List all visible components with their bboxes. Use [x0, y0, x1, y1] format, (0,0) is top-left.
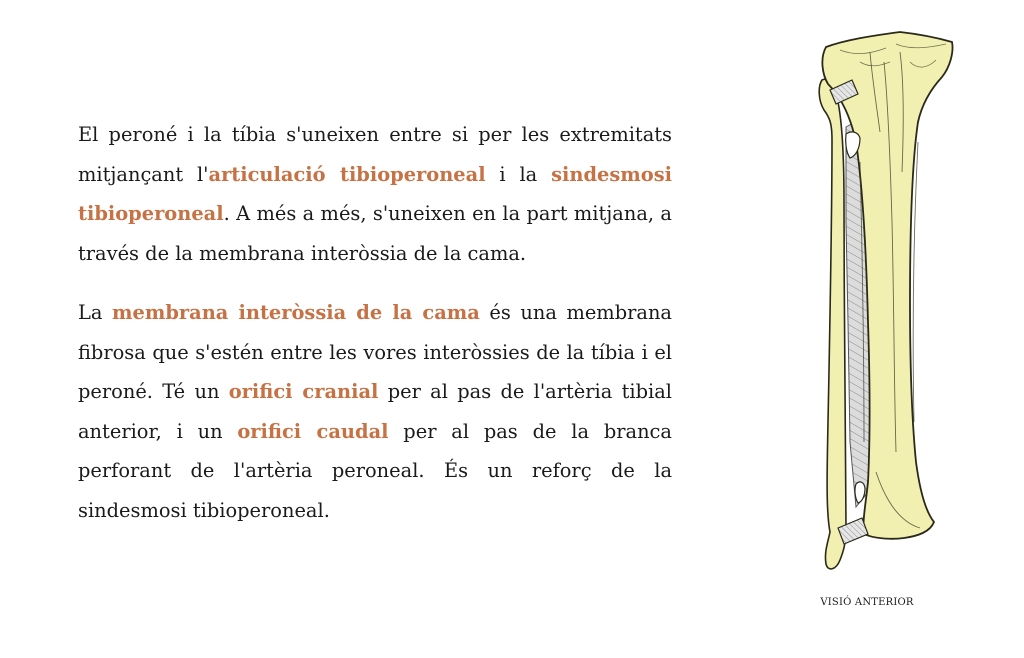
- figure-caption: VISIÓ ANTERIOR: [820, 597, 914, 608]
- caudal-orifice: [855, 482, 865, 503]
- paragraph-2-text-3: per al pas de l'artèria tibial anterior, i un: [78, 380, 672, 443]
- paragraph-2-text-2: és una membrana fibrosa que s'estén entre les vores interòssies de la tíbia i el peroné. Té un: [78, 301, 672, 403]
- paragraph-2-text-4: per al pas de la branca perforant de l'artèria peroneal. És un reforç de la sindesmosi tibioperoneal.: [78, 419, 672, 522]
- text-block: [78, 115, 672, 530]
- term-membrana-interossia[interactable]: membrana interòssia de la cama: [111, 301, 480, 324]
- paragraph-2-text-1: La: [78, 301, 112, 324]
- bone-illustration: [800, 22, 970, 582]
- term-orifici-cranial[interactable]: orifici cranial: [228, 380, 379, 403]
- paragraph-1-text-2: i la: [485, 162, 552, 186]
- paragraph-1: [78, 115, 672, 273]
- fibula: [819, 79, 846, 569]
- paragraph-1-text-3: . A més a més, s'uneixen en la part mitjana, a través de la membrana interòssia de la cama.: [78, 202, 672, 265]
- paragraph-2: [78, 293, 672, 530]
- tibia-fibula-drawing: [800, 22, 970, 582]
- term-articulacio-tibioperoneal[interactable]: articulació tibioperoneal: [208, 162, 486, 186]
- term-sindesmosi-tibioperoneal[interactable]: sindesmosi tibioperoneal: [78, 162, 672, 225]
- term-orifici-caudal[interactable]: orifici caudal: [237, 419, 389, 443]
- paragraph-1-text-1: El peroné i la tíbia s'uneixen entre si per les extremitats mitjançant l': [78, 123, 672, 186]
